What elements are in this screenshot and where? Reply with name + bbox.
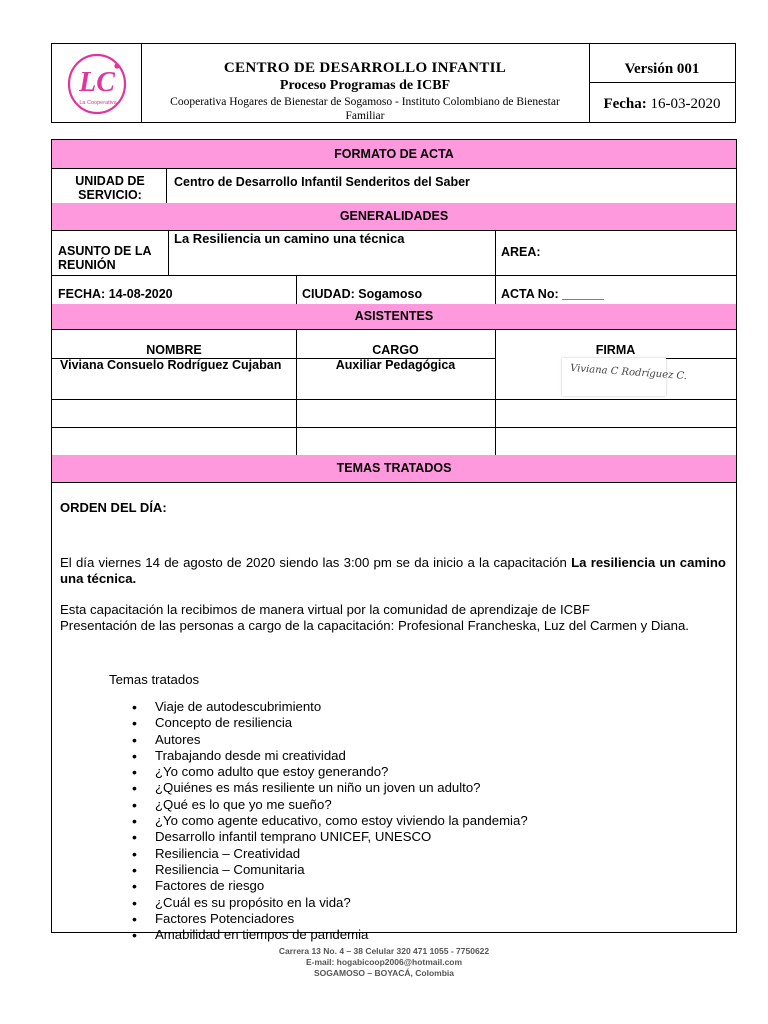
list-item: • ¿Cuál es su propósito en la vida? bbox=[52, 895, 528, 911]
presenters-paragraph: Presentación de las personas a cargo de la capacitación: Profesional Francheska, Luz del Carmen y Diana. bbox=[60, 618, 689, 633]
minutes-body bbox=[52, 482, 736, 943]
attendee-row bbox=[52, 359, 736, 400]
attendee-signature bbox=[562, 358, 688, 396]
attendee-name: Viviana Consuelo Rodríguez Cujaban bbox=[60, 358, 282, 372]
attendee-role: Auxiliar Pedagógica bbox=[335, 358, 456, 372]
area-label: AREA: bbox=[501, 245, 541, 259]
meeting-city: CIUDAD: Sogamoso bbox=[302, 287, 423, 301]
attendee-row-empty bbox=[52, 399, 736, 428]
opening-paragraph: El día viernes 14 de agosto de 2020 siendo las 3:00 pm se da inicio a la capacitación La resiliencia un camino una técnica. bbox=[60, 555, 726, 586]
list-item: • Viaje de autodescubrimiento bbox=[52, 699, 528, 715]
organization-line: Cooperativa Hogares de Bienestar de Sogamoso - Instituto Colombiano de Bienestar Familiar bbox=[170, 96, 560, 122]
list-item: • Autores bbox=[52, 732, 528, 748]
attendees-title: ASISTENTES bbox=[52, 304, 736, 330]
subject-row bbox=[52, 230, 736, 276]
list-item: • ¿Yo como adulto que estoy generando? bbox=[52, 764, 528, 780]
column-role: CARGO bbox=[372, 343, 419, 357]
list-item: • Resiliencia – Creatividad bbox=[52, 846, 528, 862]
header-title-cell bbox=[141, 44, 590, 122]
list-item: • Desarrollo infantil temprano UNICEF, UNESCO bbox=[52, 829, 528, 845]
document-footer bbox=[0, 946, 768, 979]
signature-scribble: Viviana C Rodríguez C. bbox=[569, 362, 688, 383]
attendee-row-empty bbox=[52, 427, 736, 456]
logo-cell bbox=[52, 44, 142, 122]
general-title: GENERALIDADES bbox=[52, 203, 736, 231]
virtual-training-line: Esta capacitación la recibimos de manera virtual por la comunidad de aprendizaje de ICBF bbox=[60, 602, 590, 617]
footer-city: SOGAMOSO – BOYACÁ, Colombia bbox=[314, 968, 454, 978]
svg-text:La Cooperativa: La Cooperativa bbox=[79, 100, 117, 106]
list-item: • ¿Quiénes es más resiliente un niño un joven un adulto? bbox=[52, 780, 528, 796]
unit-row bbox=[52, 168, 736, 204]
center-title: CENTRO DE DESARROLLO INFANTIL bbox=[223, 60, 507, 76]
svg-text:LC: LC bbox=[79, 67, 115, 98]
footer-address: Carrera 13 No. 4 – 38 Celular 320 471 1055 - 7750622 bbox=[278, 946, 490, 956]
subject-label: ASUNTO DE LA REUNIÓN bbox=[58, 244, 152, 272]
list-item: • Concepto de resiliencia bbox=[52, 715, 528, 731]
list-item: • ¿Yo como agente educativo, como estoy viviendo la pandemia? bbox=[52, 813, 528, 829]
topics-list bbox=[52, 699, 528, 943]
unit-label: UNIDAD DE SERVICIO: bbox=[75, 174, 145, 202]
list-item: • Factores de riesgo bbox=[52, 878, 528, 894]
process-subtitle: Proceso Programas de ICBF bbox=[279, 78, 451, 93]
document-header bbox=[51, 43, 736, 123]
column-signature: FIRMA bbox=[595, 343, 636, 357]
meeting-date: FECHA: 14-08-2020 bbox=[58, 287, 173, 301]
list-item: • ¿Qué es lo que yo me sueño? bbox=[52, 797, 528, 813]
acta-number: ACTA No: ______ bbox=[501, 287, 604, 301]
date-city-row bbox=[52, 275, 736, 305]
agenda-heading: ORDEN DEL DÍA: bbox=[60, 500, 167, 515]
list-item: • Resiliencia – Comunitaria bbox=[52, 862, 528, 878]
subject-value: La Resiliencia un camino una técnica bbox=[174, 231, 405, 246]
column-name: NOMBRE bbox=[146, 343, 202, 357]
acta-form bbox=[51, 139, 737, 943]
topics-label: Temas tratados bbox=[109, 672, 200, 687]
document-date: Fecha: 16-03-2020 bbox=[603, 96, 721, 112]
list-item: • Trabajando desde mi creatividad bbox=[52, 748, 528, 764]
cooperative-logo bbox=[52, 44, 141, 122]
version-label: Versión 001 bbox=[589, 44, 735, 83]
version-cell bbox=[589, 44, 735, 122]
topics-title: TEMAS TRATADOS bbox=[52, 455, 736, 483]
list-item: • Amabilidad en tiempos de pandemia bbox=[52, 927, 528, 943]
attendees-header-row bbox=[52, 329, 736, 359]
unit-value: Centro de Desarrollo Infantil Senderitos del Saber bbox=[174, 175, 470, 189]
form-title: FORMATO DE ACTA bbox=[52, 140, 736, 169]
footer-email: E-mail: hogabicoop2006@hotmail.com bbox=[305, 957, 463, 967]
list-item: • Factores Potenciadores bbox=[52, 911, 528, 927]
